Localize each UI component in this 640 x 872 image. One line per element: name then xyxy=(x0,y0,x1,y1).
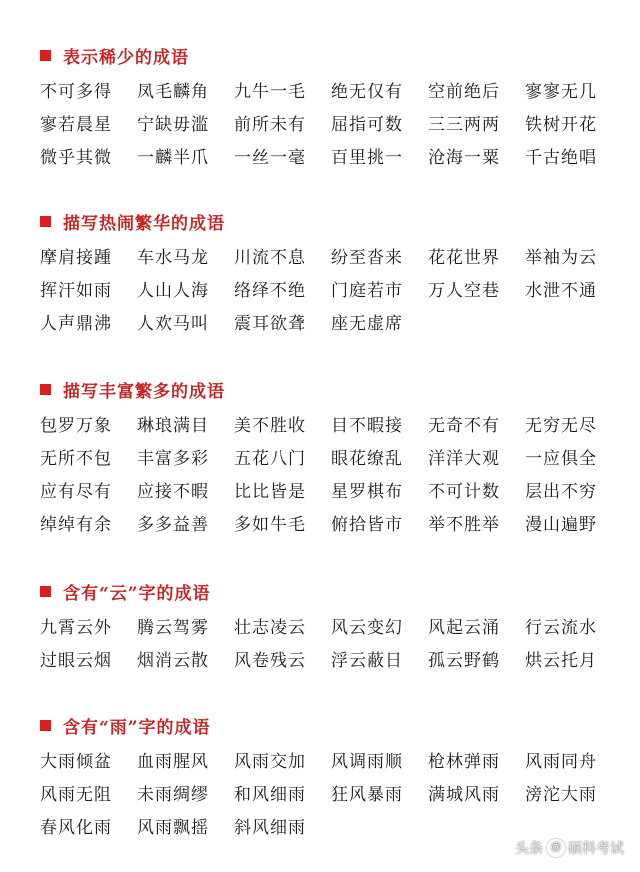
idiom-item: 无穷无尽 xyxy=(525,416,597,436)
idiom-item: 风雨交加 xyxy=(234,752,306,772)
idiom-item: 腾云驾雾 xyxy=(137,618,209,638)
idiom-item: 大雨倾盆 xyxy=(40,752,112,772)
idiom-item: 五花八门 xyxy=(234,449,306,469)
idiom-item: 前所未有 xyxy=(234,115,306,135)
section-header xyxy=(40,210,620,232)
idiom-item: 行云流水 xyxy=(525,618,597,638)
idiom-item: 摩肩接踵 xyxy=(40,248,112,268)
idiom-item: 美不胜收 xyxy=(234,416,306,436)
idiom-item: 漫山遍野 xyxy=(525,515,597,535)
idiom-item: 斜风细雨 xyxy=(234,818,306,838)
idiom-item: 九霄云外 xyxy=(40,618,112,638)
idiom-item: 风雨飘摇 xyxy=(137,818,209,838)
idiom-item: 千古绝唱 xyxy=(525,148,597,168)
idiom-item: 风起云涌 xyxy=(428,618,500,638)
idiom-item: 和风细雨 xyxy=(234,785,306,805)
at-icon: @ xyxy=(547,839,565,857)
idiom-item: 应接不暇 xyxy=(137,482,209,502)
idiom-item: 门庭若市 xyxy=(331,281,403,301)
idiom-item: 多如牛毛 xyxy=(234,515,306,535)
idiom-item: 寥若晨星 xyxy=(40,115,112,135)
section-header xyxy=(40,580,620,602)
idiom-item: 川流不息 xyxy=(234,248,306,268)
idiom-item: 应有尽有 xyxy=(40,482,112,502)
section-rare xyxy=(40,44,620,175)
idiom-item: 车水马龙 xyxy=(137,248,209,268)
red-square-icon xyxy=(40,384,51,395)
watermark-name: 硕科考试 xyxy=(568,840,624,856)
idiom-item: 屈指可数 xyxy=(331,115,403,135)
idiom-grid xyxy=(40,410,620,542)
idiom-item: 洋洋大观 xyxy=(428,449,500,469)
idiom-item: 九牛一毛 xyxy=(234,82,306,102)
idiom-item: 寥寥无几 xyxy=(525,82,597,102)
idiom-item: 多多益善 xyxy=(137,515,209,535)
section-title: 含有“雨”字的成语 xyxy=(63,717,211,738)
idiom-item: 人声鼎沸 xyxy=(40,314,112,334)
idiom-item: 震耳欲聋 xyxy=(234,314,306,334)
watermark xyxy=(515,838,624,858)
idiom-item: 枪林弹雨 xyxy=(428,752,500,772)
section-title: 描写丰富繁多的成语 xyxy=(63,381,225,402)
idiom-grid xyxy=(40,76,620,175)
idiom-item: 一麟半爪 xyxy=(137,148,209,168)
idiom-item: 沧海一粟 xyxy=(428,148,500,168)
idiom-item: 绝无仅有 xyxy=(331,82,403,102)
idiom-item: 层出不穷 xyxy=(525,482,597,502)
idiom-item: 风雨无阻 xyxy=(40,785,112,805)
idiom-item: 春风化雨 xyxy=(40,818,112,838)
idiom-item: 风云变幻 xyxy=(331,618,403,638)
section-title: 含有“云”字的成语 xyxy=(63,583,211,604)
idiom-item: 风卷残云 xyxy=(234,651,306,671)
idiom-item: 风调雨顺 xyxy=(331,752,403,772)
watermark-prefix: 头条 xyxy=(515,840,543,856)
idiom-item: 烘云托月 xyxy=(525,651,597,671)
idiom-item: 狂风暴雨 xyxy=(331,785,403,805)
idiom-item: 过眼云烟 xyxy=(40,651,112,671)
idiom-item: 无奇不有 xyxy=(428,416,500,436)
idiom-item: 万人空巷 xyxy=(428,281,500,301)
red-square-icon xyxy=(40,216,51,227)
section-header xyxy=(40,378,620,400)
idiom-item: 满城风雨 xyxy=(428,785,500,805)
section-title: 表示稀少的成语 xyxy=(63,47,189,68)
idiom-item: 不可多得 xyxy=(40,82,112,102)
red-square-icon xyxy=(40,50,51,61)
section-header xyxy=(40,714,620,736)
idiom-item: 凤毛麟角 xyxy=(137,82,209,102)
section-bustling xyxy=(40,210,620,341)
idiom-item: 未雨绸缪 xyxy=(137,785,209,805)
idiom-item: 包罗万象 xyxy=(40,416,112,436)
idiom-item: 宁缺毋滥 xyxy=(137,115,209,135)
idiom-item: 无所不包 xyxy=(40,449,112,469)
idiom-item: 座无虚席 xyxy=(331,314,403,334)
idiom-item: 丰富多彩 xyxy=(137,449,209,469)
idiom-item: 络绎不绝 xyxy=(234,281,306,301)
idiom-item: 烟消云散 xyxy=(137,651,209,671)
idiom-grid xyxy=(40,242,620,341)
idiom-item: 浮云蔽日 xyxy=(331,651,403,671)
idiom-item: 铁树开花 xyxy=(525,115,597,135)
idiom-item: 血雨腥风 xyxy=(137,752,209,772)
red-square-icon xyxy=(40,720,51,731)
idiom-item: 纷至沓来 xyxy=(331,248,403,268)
idiom-item: 比比皆是 xyxy=(234,482,306,502)
idiom-item: 人山人海 xyxy=(137,281,209,301)
idiom-item: 琳琅满目 xyxy=(137,416,209,436)
section-header xyxy=(40,44,620,66)
idiom-item: 三三两两 xyxy=(428,115,500,135)
idiom-item: 俯拾皆市 xyxy=(331,515,403,535)
idiom-item: 百里挑一 xyxy=(331,148,403,168)
idiom-item: 目不暇接 xyxy=(331,416,403,436)
idiom-item: 一丝一毫 xyxy=(234,148,306,168)
idiom-item: 水泄不通 xyxy=(525,281,597,301)
idiom-item: 花花世界 xyxy=(428,248,500,268)
section-rain xyxy=(40,714,620,845)
idiom-grid xyxy=(40,612,620,678)
idiom-item: 绰绰有余 xyxy=(40,515,112,535)
idiom-item: 风雨同舟 xyxy=(525,752,597,772)
idiom-item: 滂沱大雨 xyxy=(525,785,597,805)
idiom-item: 孤云野鹤 xyxy=(428,651,500,671)
idiom-item: 壮志凌云 xyxy=(234,618,306,638)
idiom-item: 空前绝后 xyxy=(428,82,500,102)
red-square-icon xyxy=(40,586,51,597)
section-title: 描写热闹繁华的成语 xyxy=(63,213,225,234)
idiom-item: 举不胜举 xyxy=(428,515,500,535)
section-cloud xyxy=(40,580,620,678)
idiom-item: 微乎其微 xyxy=(40,148,112,168)
section-abundant xyxy=(40,378,620,542)
idiom-item: 眼花缭乱 xyxy=(331,449,403,469)
idiom-item: 不可计数 xyxy=(428,482,500,502)
idiom-item: 星罗棋布 xyxy=(331,482,403,502)
idiom-item: 一应俱全 xyxy=(525,449,597,469)
idiom-item: 人欢马叫 xyxy=(137,314,209,334)
idiom-item: 举袖为云 xyxy=(525,248,597,268)
idiom-grid xyxy=(40,746,620,845)
idiom-item: 挥汗如雨 xyxy=(40,281,112,301)
